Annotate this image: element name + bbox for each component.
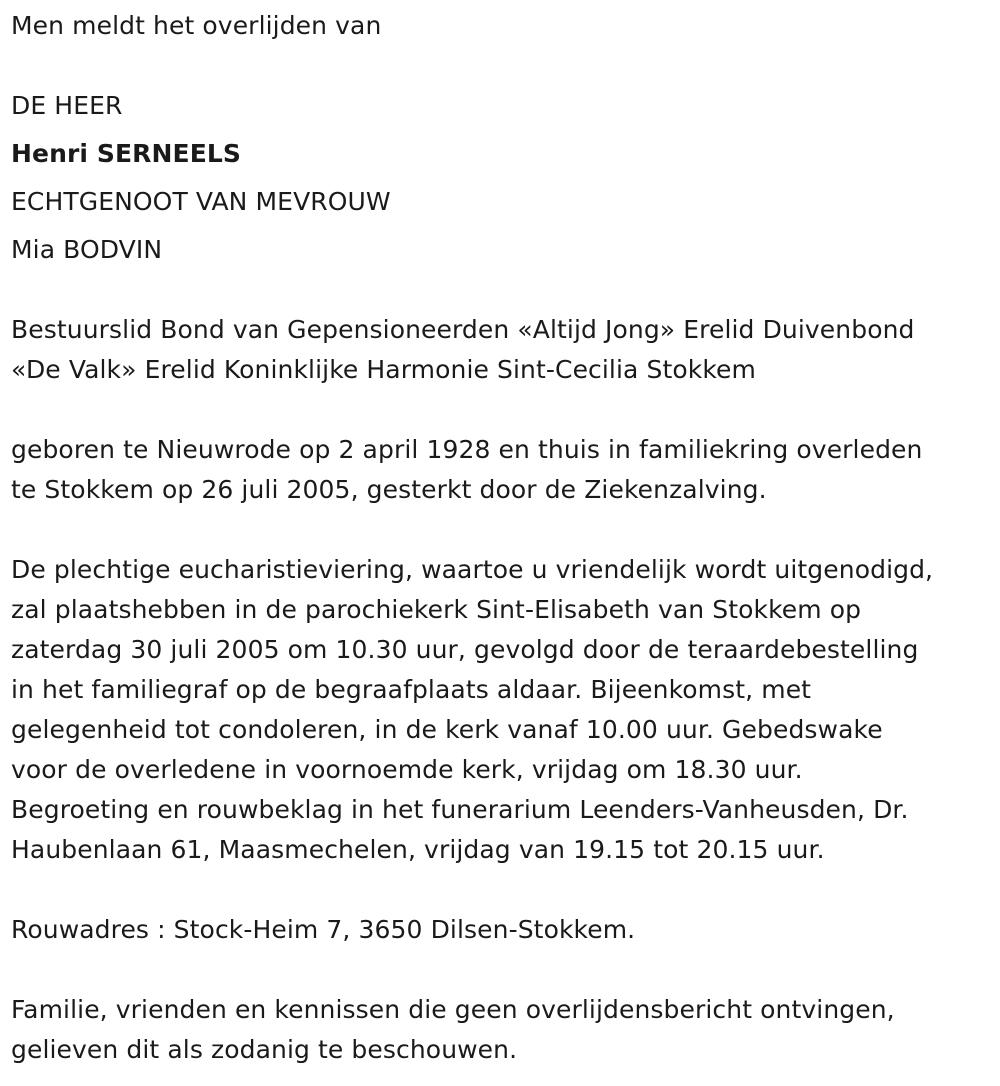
memberships-line: «De Valk» Erelid Koninklijke Harmonie Sint-Cecilia Stokkem bbox=[11, 355, 756, 384]
deceased-name: Henri SERNEELS bbox=[11, 139, 242, 168]
ceremony-line: zaterdag 30 juli 2005 om 10.30 uur, gevolgd door de teraardebestelling bbox=[11, 635, 919, 664]
ceremony-line: Haubenlaan 61, Maasmechelen, vrijdag van 19.15 tot 20.15 uur. bbox=[11, 835, 825, 864]
ceremony-line: zal plaatshebben in de parochiekerk Sint-Elisabeth van Stokkem op bbox=[11, 595, 862, 624]
ceremony-line: Begroeting en rouwbeklag in het funerarium Leenders-Vanheusden, Dr. bbox=[11, 795, 909, 824]
ceremony-line: in het familiegraf op de begraafplaats aldaar. Bijeenkomst, met bbox=[11, 675, 812, 704]
birth-death-line: geboren te Nieuwrode op 2 april 1928 en thuis in familiekring overleden bbox=[11, 435, 923, 464]
address-text: Rouwadres : Stock-Heim 7, 3650 Dilsen-Stokkem. bbox=[11, 915, 636, 944]
memberships-line: Bestuurslid Bond van Gepensioneerden «Altijd Jong» Erelid Duivenbond bbox=[11, 315, 915, 344]
ceremony-line: gelegenheid tot condoleren, in de kerk vanaf 10.00 uur. Gebedswake bbox=[11, 715, 883, 744]
title-text: DE HEER bbox=[11, 91, 123, 120]
birth-death-line: te Stokkem op 26 juli 2005, gesterkt door de Ziekenzalving. bbox=[11, 475, 767, 504]
ceremony-line: De plechtige eucharistieviering, waartoe u vriendelijk wordt uitgenodigd, bbox=[11, 555, 934, 584]
spouse-name: Mia BODVIN bbox=[11, 235, 163, 264]
closing-line: gelieven dit als zodanig te beschouwen. bbox=[11, 1035, 518, 1064]
closing-line: Familie, vrienden en kennissen die geen overlijdensbericht ontvingen, bbox=[11, 995, 895, 1024]
spouse-label: ECHTGENOOT VAN MEVROUW bbox=[11, 187, 391, 216]
intro-text: Men meldt het overlijden van bbox=[11, 11, 382, 40]
ceremony-line: voor de overledene in voornoemde kerk, vrijdag om 18.30 uur. bbox=[11, 755, 803, 784]
